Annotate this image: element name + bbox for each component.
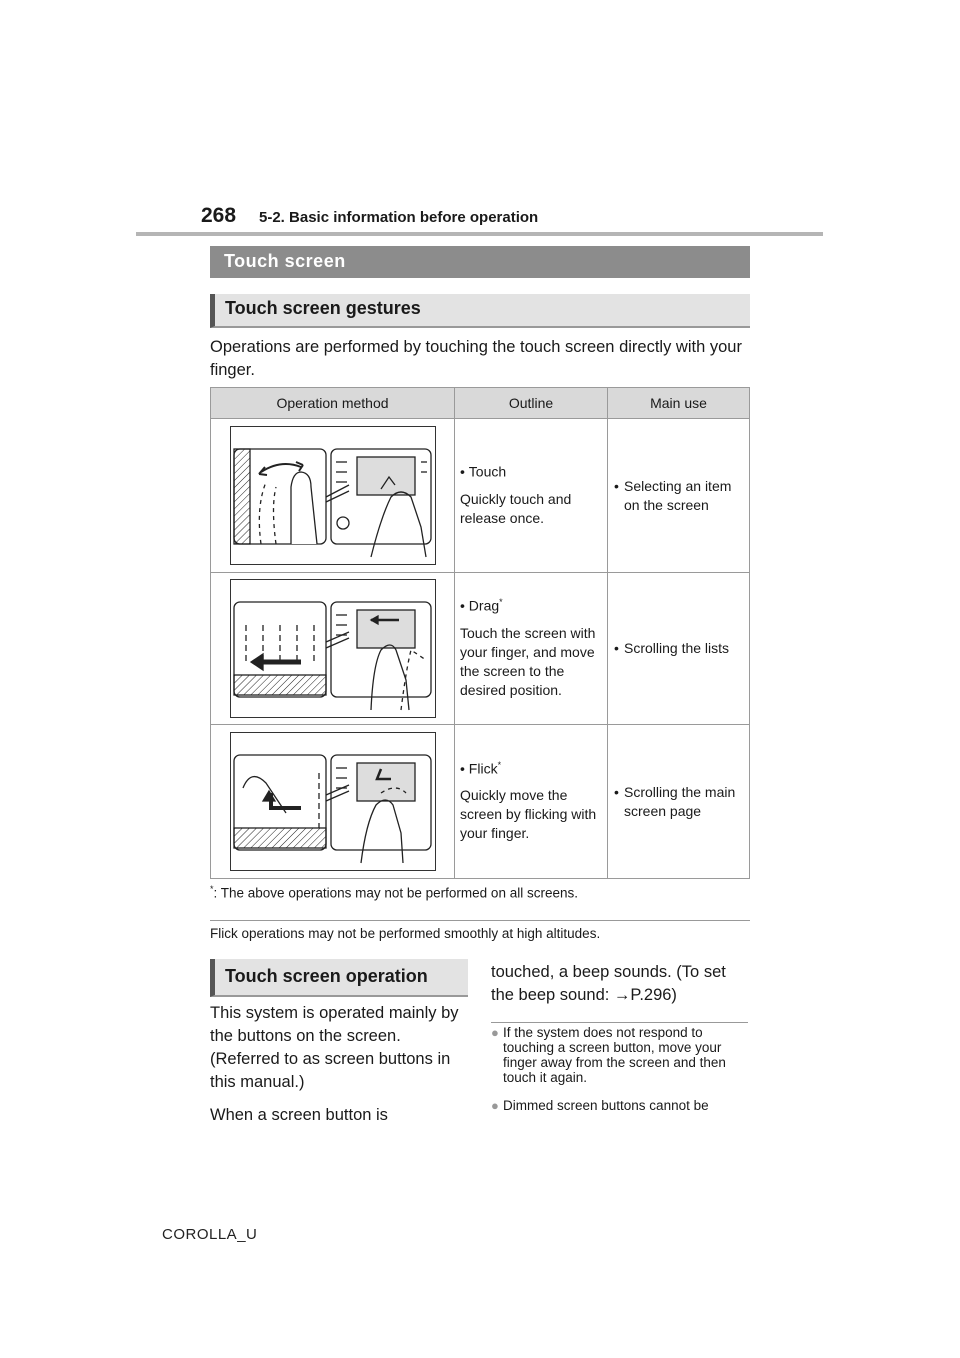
bullet-icon: • [460, 597, 465, 614]
drag-outline-text: Touch the screen with your finger, and move the screen to the desired position. [460, 624, 596, 698]
subsection-gestures-title: Touch screen gestures [225, 298, 421, 318]
footnote-mark: * [210, 884, 214, 894]
gesture-name-label: Touch [468, 463, 507, 480]
gesture-name-label: Flick [468, 760, 498, 777]
operation-continued-text: touched, a beep sounds. (To set the beep sound: →P.296) [491, 963, 726, 1004]
gestures-table [210, 387, 750, 879]
main-use-text: Selecting an item on the screen [624, 477, 732, 513]
drag-main-use [614, 639, 749, 658]
page-number: 268 [201, 204, 237, 227]
bullet-icon: • [614, 640, 619, 656]
asterisk-mark: * [497, 759, 502, 770]
section-reference: 5-2. Basic information before operation [259, 209, 539, 226]
touch-main-use [614, 477, 749, 515]
subsection-gestures-band [210, 294, 750, 328]
drag-illustration [230, 579, 436, 718]
operation-text-column [210, 1002, 468, 1137]
bullet-icon: • [614, 783, 619, 800]
operation-paragraph-1: This system is operated mainly by the buttons on the screen. (Referred to as screen buttons in this manual.) [210, 1004, 459, 1091]
touch-use-cell [608, 419, 750, 573]
flick-outline-cell [455, 725, 608, 879]
footer-model-code: COROLLA_U [162, 1226, 258, 1243]
note-item [491, 1025, 753, 1085]
footnote-text: : The above operations may not be performed on all screens. [213, 885, 578, 901]
notes-divider [491, 1022, 748, 1023]
subsection-operation-title: Touch screen operation [225, 966, 428, 986]
operation-paragraph-2: When a screen button is [210, 1106, 388, 1124]
note-item [491, 1098, 753, 1113]
flick-outline-text: Quickly move the screen by flicking with your finger. [460, 787, 597, 842]
section-title: Touch screen [224, 251, 346, 271]
note-marker-icon: ● [491, 1025, 499, 1040]
flick-illustration-cell [211, 725, 455, 879]
table-header-row [211, 388, 750, 419]
note-text: If the system does not respond to touching a screen button, move your finger away from the screen and then touch it again. [503, 1025, 726, 1085]
table-footnote [210, 884, 578, 901]
column-header-outline: Outline [455, 388, 608, 419]
bullet-icon: • [460, 463, 465, 480]
flick-use-cell [608, 725, 750, 879]
drag-illustration-cell [211, 573, 455, 725]
gesture-name-label: Drag [468, 597, 500, 614]
flick-altitude-note: Flick operations may not be performed smoothly at high altitudes. [210, 926, 601, 941]
drag-use-cell [608, 573, 750, 725]
column-header-method: Operation method [211, 388, 455, 419]
drag-outline-cell [455, 573, 608, 725]
flick-main-use [614, 783, 749, 821]
flick-illustration [230, 732, 436, 871]
bullet-icon: • [614, 477, 619, 494]
note-text: Dimmed screen buttons cannot be [503, 1098, 709, 1113]
drag-gesture-name [460, 597, 607, 614]
table-row [211, 419, 750, 573]
main-use-text: Scrolling the main screen page [624, 783, 736, 819]
touch-gesture-name [460, 463, 607, 480]
bullet-icon: • [460, 760, 465, 777]
main-use-text: Scrolling the lists [624, 640, 730, 656]
table-row [211, 573, 750, 725]
touch-illustration [230, 426, 436, 565]
touch-outline-cell [455, 419, 608, 573]
asterisk-mark: * [499, 597, 503, 608]
touch-outline-text: Quickly touch and release once. [460, 490, 572, 526]
intro-text: Operations are performed by touching the touch screen directly with your finger. [210, 338, 742, 379]
flick-gesture-name [460, 760, 607, 777]
section-title-band [210, 246, 750, 278]
note-marker-icon: ● [491, 1098, 499, 1113]
note-divider [210, 920, 750, 921]
header-divider [136, 232, 823, 236]
touch-illustration-cell [211, 419, 455, 573]
subsection-operation-band [210, 959, 468, 997]
column-header-use: Main use [608, 388, 750, 419]
table-row [211, 725, 750, 879]
